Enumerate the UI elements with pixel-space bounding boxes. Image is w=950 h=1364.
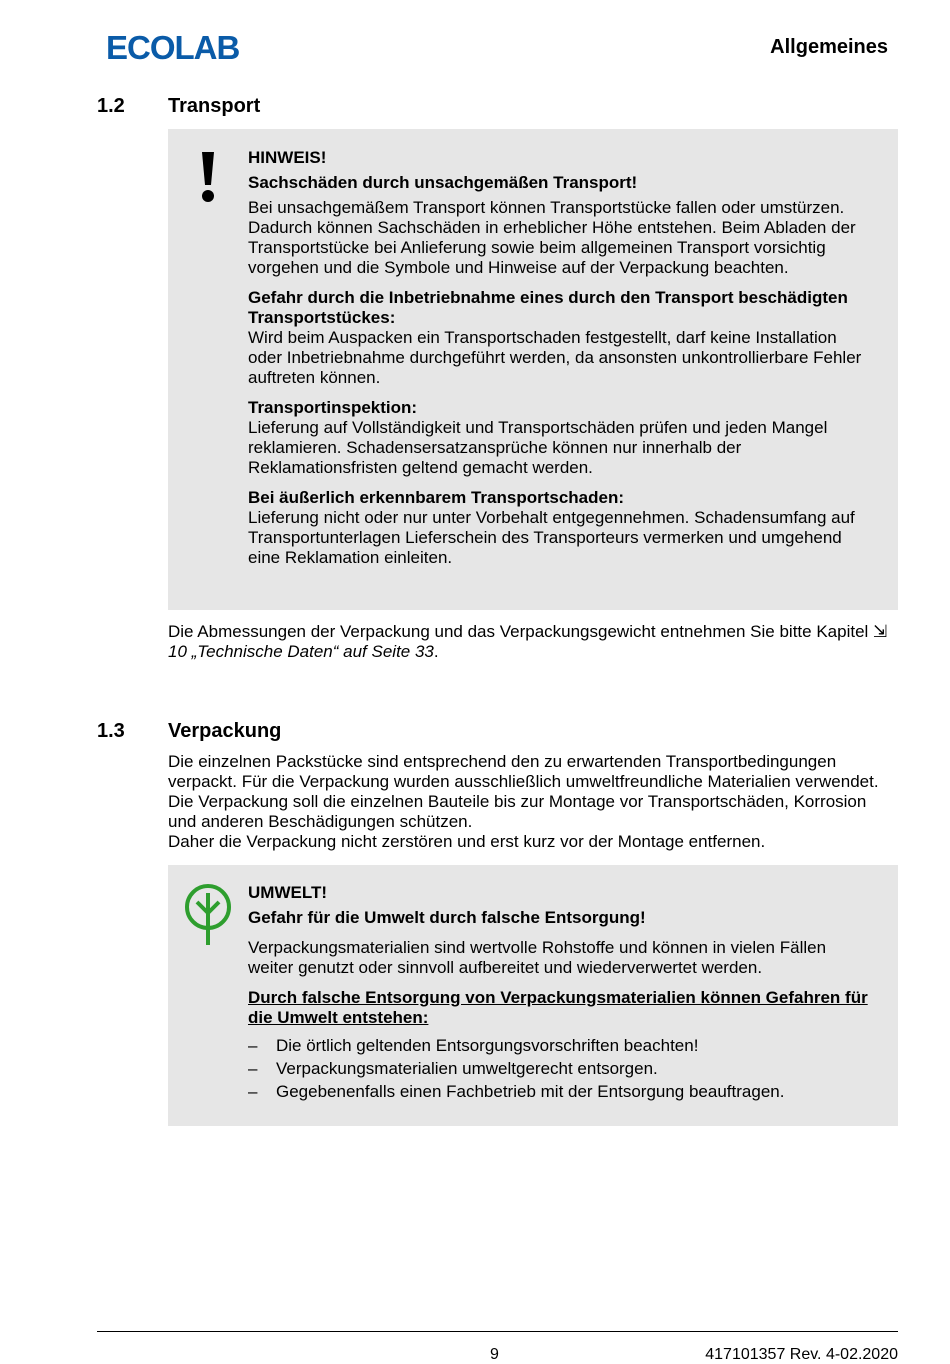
env-action-list: [248, 1036, 868, 1102]
document-revision: 417101357 Rev. 4-02.2020: [705, 1346, 898, 1363]
notice-paragraph: Wird beim Auspacken ein Transportschaden festgestellt, darf keine Installation oder Inbetriebnahme durchgeführt werden, da ansonsten unkontrollierbare Fehler auftreten können.: [248, 328, 862, 387]
environment-notice-content: [248, 883, 868, 1105]
section-number: 1.2: [97, 95, 125, 117]
footer-divider: [97, 1331, 898, 1332]
dash-marker: –: [248, 1059, 258, 1078]
ecolab-logo: [106, 30, 256, 64]
cross-reference-link[interactable]: 10 „Technische Daten“ auf Seite 33: [168, 642, 434, 661]
packaging-text: Die einzelnen Packstücke sind entsprechend den zu erwartenden Transportbedingungen verpackt. Für die Verpackung wurden ausschließlich umweltfreundliche Materialien verwendet. Die Verpackung soll die einzelnen Bauteile bis zur Montage vor Transportschäden, Korrosion und anderen Beschädigungen schützen.: [168, 752, 879, 831]
section-title: Verpackung: [168, 720, 282, 742]
dash-marker: –: [248, 1082, 258, 1101]
list-item: [248, 1036, 868, 1056]
env-heading: Gefahr für die Umwelt durch falsche Entsorgung!: [248, 908, 646, 927]
notice-paragraph: Lieferung auf Vollständigkeit und Transportschäden prüfen und jeden Mangel reklamieren. Schadensersatzansprüche können nur innerhalb der Reklamationsfristen geltend gemacht werden.: [248, 418, 828, 477]
list-item-text: Die örtlich geltenden Entsorgungsvorschriften beachten!: [276, 1036, 699, 1055]
dash-marker: –: [248, 1036, 258, 1055]
environment-notice-box: [168, 865, 898, 1126]
tree-icon: [184, 883, 232, 947]
dimensions-paragraph: [168, 622, 898, 662]
notice-content: [248, 148, 868, 568]
list-item-text: Gegebenenfalls einen Fachbetrieb mit der Entsorgung beauftragen.: [276, 1082, 785, 1101]
ecolab-logo-icon: [106, 30, 256, 64]
header-title: Allgemeines: [770, 36, 888, 58]
cross-reference-arrow-icon: ⇲: [873, 622, 888, 641]
section-number: 1.3: [97, 720, 125, 742]
notice-paragraph: Bei unsachgemäßem Transport können Transportstücke fallen oder umstürzen. Dadurch können Sachschäden in erheblicher Höhe entstehen. Beim Abladen der Transportstücke bei Anlieferung sowie beim allgemeinen Transport vorsichtig vorgehen und die Symbole und Hinweise auf der Verpackung beachten.: [248, 198, 856, 277]
notice-subheading: Bei äußerlich erkennbarem Transportschaden:: [248, 488, 625, 507]
packaging-text-2: Daher die Verpackung nicht zerstören und erst kurz vor der Montage entfernen.: [168, 832, 766, 851]
packaging-paragraph: [168, 752, 898, 852]
env-warning: Durch falsche Entsorgung von Verpackungsmaterialien können Gefahren für die Umwelt entstehen:: [248, 988, 868, 1027]
dimensions-text: Die Abmessungen der Verpackung und das Verpackungsgewicht entnehmen Sie bitte Kapitel: [168, 622, 869, 641]
notice-subheading: Gefahr durch die Inbetriebnahme eines durch den Transport beschädigten Transportstückes:: [248, 288, 848, 327]
notice-label: HINWEIS!: [248, 148, 327, 167]
notice-heading: Sachschäden durch unsachgemäßen Transport!: [248, 173, 638, 192]
notice-subheading: Transportinspektion:: [248, 398, 418, 417]
list-item: [248, 1059, 868, 1079]
list-item-text: Verpackungsmaterialien umweltgerecht entsorgen.: [276, 1059, 658, 1078]
exclamation-icon: [196, 149, 220, 205]
section-title: Transport: [168, 95, 261, 117]
logo-text: ECOLAB: [106, 30, 240, 64]
list-item: [248, 1082, 868, 1102]
link-suffix: .: [433, 642, 439, 661]
env-label: UMWELT!: [248, 883, 327, 902]
notice-paragraph: Lieferung nicht oder nur unter Vorbehalt entgegennehmen. Schadensumfang auf Transportunterlagen Lieferschein des Transporteurs vermerken und umgehend eine Reklamation einleiten.: [248, 508, 855, 567]
notice-box: [168, 129, 898, 610]
page-number: 9: [490, 1346, 499, 1363]
env-paragraph: Verpackungsmaterialien sind wertvolle Rohstoffe und können in vielen Fällen weiter genutzt oder sinnvoll aufbereitet und wiederverwertet werden.: [248, 938, 827, 977]
